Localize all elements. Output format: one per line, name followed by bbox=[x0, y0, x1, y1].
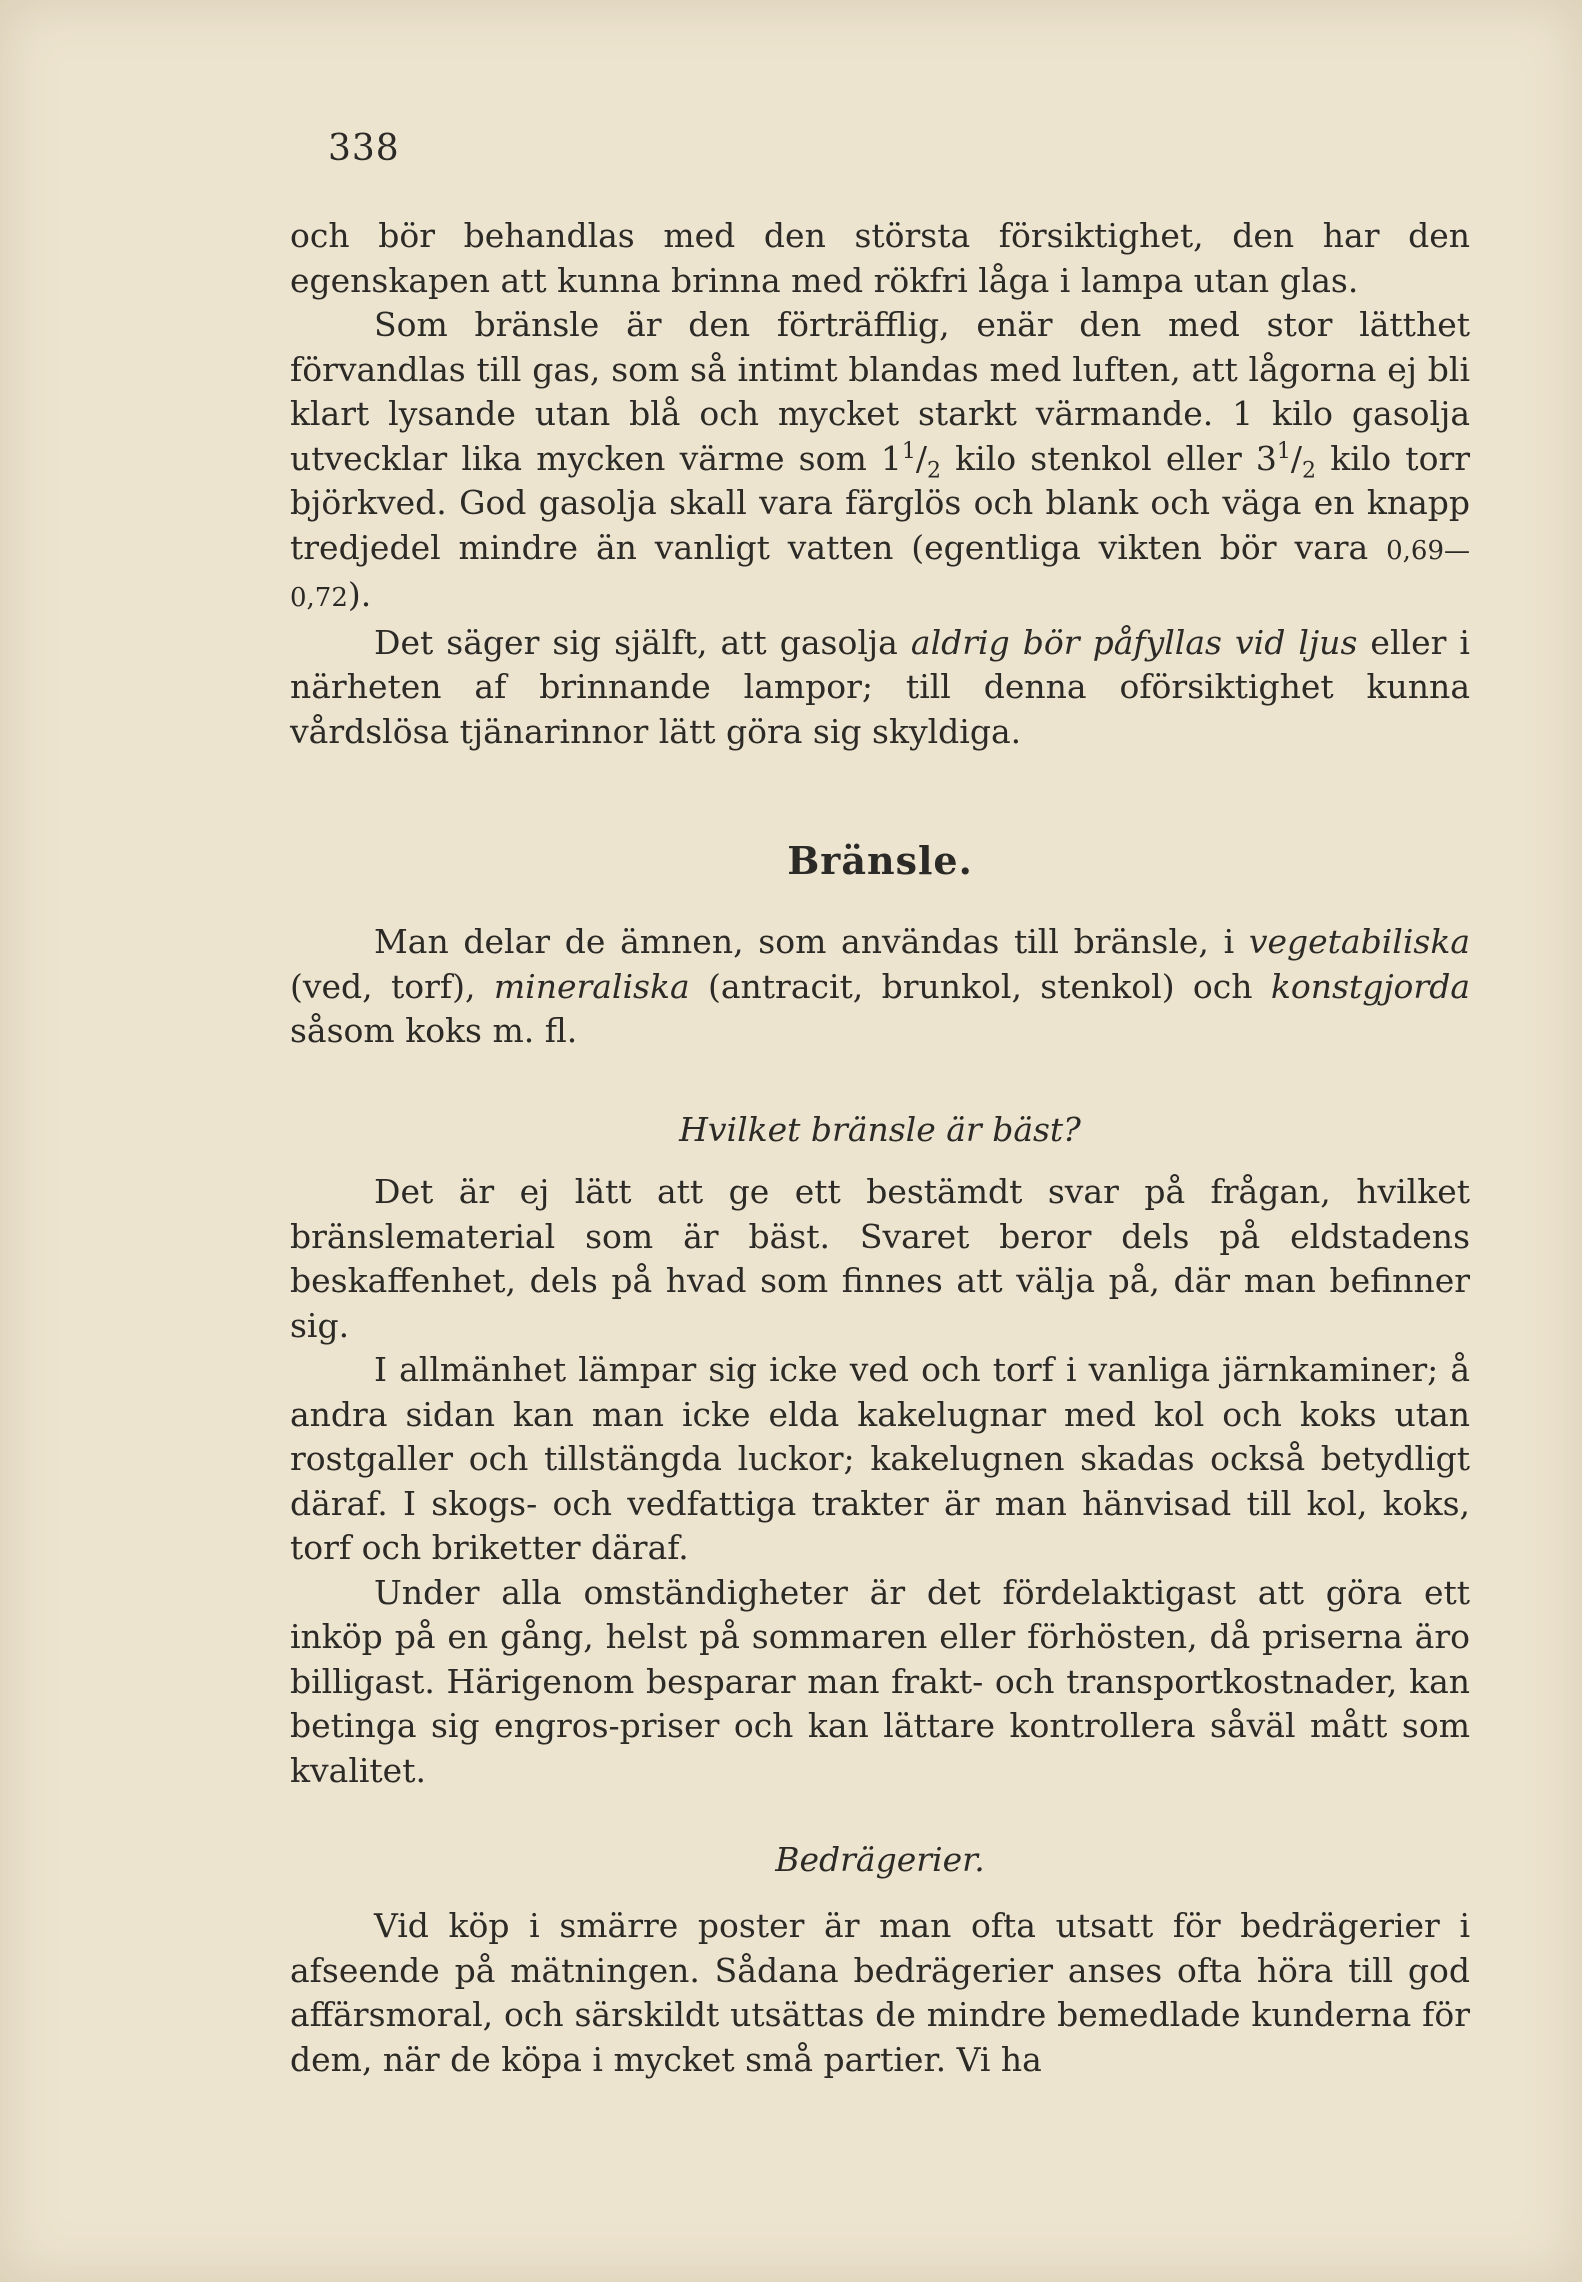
paragraph-bransle-gas: Som bränsle är den förträfflig, enär den med stor lätthet förvandlas till gas, som så intimt blandas med luften, att lågorna ej bli klart lysande utan blå och mycket starkt värmande. 1 kilo gasolja utvecklar lika mycken värme som $1^1/_2$ kilo stenkol eller $3^1/_2$ kilo torr björkved. God gasolja skall vara färglös och blank och väga en knapp tredjedel mindre än vanligt vatten (egentliga vikten bör vara 0,69—0,72). bbox=[290, 305, 1470, 614]
emphasis-vegetabiliska: vegetabiliska bbox=[1248, 922, 1470, 961]
paragraph-forsiktighet: och bör behandlas med den största försiktighet, den har den egenskapen att kunna brinna med rökfri låga i lampa utan glas. bbox=[290, 216, 1470, 300]
fraction-numerator: 1 bbox=[1276, 438, 1291, 464]
page-number: 338 bbox=[328, 128, 400, 169]
paragraph-smarre-poster: Vid köp i smärre poster är man ofta utsatt för bedrägerier i afseende på mätningen. Sådana bedrägerier anses ofta höra till god affärsmoral, och särskildt utsättas de mindre bemedlade kunderna för dem, när de köpa i mycket små partier. Vi ha bbox=[290, 1906, 1470, 2079]
paragraph-svar: Det är ej lätt att ge ett bestämdt svar på frågan, hvilket bränslematerial som är bäst. Svaret beror dels på eldstadens beskaffenhet, dels på hvad som finnes att välja på, där man befinner sig. bbox=[290, 1172, 1470, 1345]
emphasis-konstgjorda: konstgjorda bbox=[1270, 966, 1470, 1006]
fraction-denominator: 2 bbox=[927, 458, 942, 484]
paragraph-amnen: Man delar de ämnen, som användas till bränsle, i vegetabiliska (ved, torf), mineraliska (antracit, brunkol, stenkol) och konstgjorda såsom koks m. fl. bbox=[290, 922, 1470, 1050]
subheading-bedragerier: Bedrägerier. bbox=[775, 1840, 985, 1879]
section-heading: Bränsle. bbox=[787, 838, 973, 883]
emphasis-warning: aldrig bör påfyllas vid ljus bbox=[910, 622, 1358, 662]
gasolja-section bbox=[290, 214, 1470, 754]
paragraph-allmanhet: I allmänhet lämpar sig icke ved och torf i vanliga järnkaminer; å andra sidan kan man icke elda kakelugnar med kol och koks utan rostgaller och tillstängda luckor; kakelugnen skadas också betydligt däraf. I skogs- och vedfattiga trakter är man hänvisad till kol, koks, torf och briketter däraf. bbox=[290, 1350, 1470, 1567]
subheading-basta-bransle: Hvilket bränsle är bäst? bbox=[679, 1110, 1081, 1149]
bedragerier-section bbox=[290, 1904, 1470, 2082]
emphasis-mineraliska: mineraliska bbox=[493, 966, 690, 1006]
paragraph-omstandigheter: Under alla omständigheter är det fördelaktigast att göra ett inköp på en gång, helst på sommaren eller förhösten, då priserna äro billigast. Härigenom besparar man frakt- och transportkostnader, kan betinga sig engros-priser och kan lättare kontrollera såväl mått som kvalitet. bbox=[290, 1572, 1470, 1790]
paragraph-varning: Det säger sig själft, att gasolja aldrig bör påfyllas vid ljus eller i närheten af brinnande lampor; till denna oförsiktighet kunna vårdslösa tjänarinnor lätt göra sig skyldiga. bbox=[290, 622, 1470, 751]
fraction-numerator: 1 bbox=[901, 438, 916, 464]
bransle-section bbox=[290, 920, 1470, 1054]
basta-bransle-section bbox=[290, 1170, 1470, 1793]
density-range: 0,69—0,72 bbox=[290, 535, 1470, 613]
fraction-denominator: 2 bbox=[1302, 458, 1317, 484]
